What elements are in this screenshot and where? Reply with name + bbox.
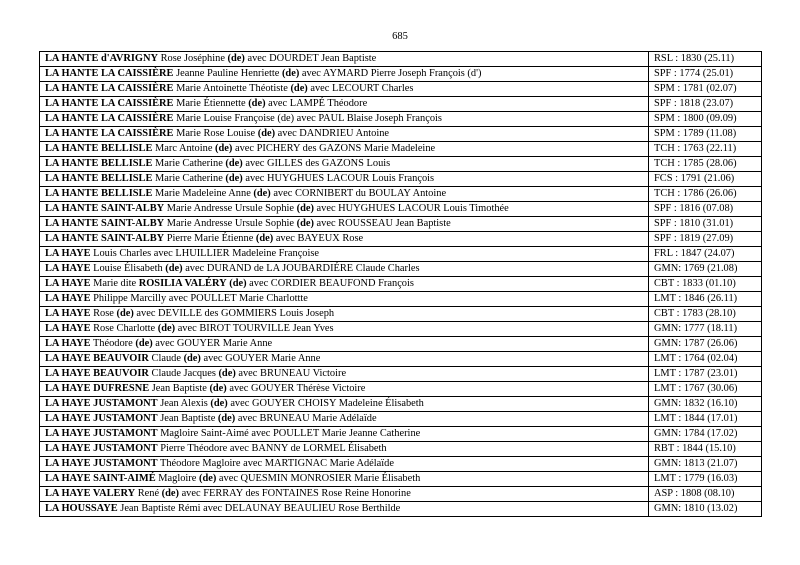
entry-cell bbox=[40, 367, 649, 382]
table-row bbox=[40, 442, 762, 457]
entry-text: avec GOUYER Thérèse Victoire bbox=[226, 383, 366, 394]
entry-text: avec DURAND de LA JOUBARDIÉRE Claude Charles bbox=[182, 263, 420, 274]
entry-text: Louise Élisabeth bbox=[90, 263, 166, 274]
entry-text: LA HANTE BELLISLE bbox=[45, 173, 153, 184]
entry-text: (de) bbox=[217, 413, 236, 424]
entry-text: LA HAYE JUSTAMONT bbox=[45, 458, 158, 469]
reference-cell: LMT : 1779 (16.03) bbox=[649, 472, 762, 487]
table-row bbox=[40, 262, 762, 277]
entry-text: LA HANTE SAINT-ALBY bbox=[45, 203, 165, 214]
entry-text: Marie Catherine bbox=[152, 158, 226, 169]
entry-text: LA HAYE BEAUVOIR bbox=[45, 353, 149, 364]
entry-cell bbox=[40, 487, 649, 502]
entry-text: Jean Baptiste Rémi avec DELAUNAY BEAULIEU Rose Berthilde bbox=[117, 503, 401, 514]
entry-cell bbox=[40, 322, 649, 337]
entry-text: Philippe Marcilly avec POULLET Marie Charlottte bbox=[90, 293, 308, 304]
entry-cell bbox=[40, 112, 649, 127]
entry-cell bbox=[40, 397, 649, 412]
reference-cell: SPM : 1800 (09.09) bbox=[649, 112, 762, 127]
entry-text: LA HAYE JUSTAMONT bbox=[45, 428, 158, 439]
entry-text: LA HAYE JUSTAMONT bbox=[45, 398, 158, 409]
page-number: 685 bbox=[392, 31, 408, 42]
entry-text: ROSILIA VALÉRY bbox=[138, 278, 227, 289]
entry-cell bbox=[40, 292, 649, 307]
table-row bbox=[40, 472, 762, 487]
entry-text: Marie Rose Louise bbox=[173, 128, 258, 139]
entry-text: avec ROUSSEAU Jean Baptiste bbox=[313, 218, 451, 229]
entry-text: (de) bbox=[135, 338, 153, 349]
table-row bbox=[40, 157, 762, 172]
reference-cell: TCH : 1786 (26.06) bbox=[649, 187, 762, 202]
entry-text: Rose Charlotte bbox=[90, 323, 158, 334]
entry-cell bbox=[40, 142, 649, 157]
entry-text: avec BRUNEAU Marie Adélaïde bbox=[235, 413, 377, 424]
entry-cell bbox=[40, 97, 649, 112]
reference-cell: TCH : 1763 (22.11) bbox=[649, 142, 762, 157]
entry-text: (de) bbox=[209, 383, 227, 394]
entry-text: LA HAYE JUSTAMONT bbox=[45, 413, 158, 424]
entry-text: avec GOUYER Marie Anne bbox=[152, 338, 273, 349]
reference-cell: GMN: 1813 (21.07) bbox=[649, 457, 762, 472]
entry-text: LA HAYE VALERY bbox=[45, 488, 136, 499]
table-row bbox=[40, 217, 762, 232]
table-row bbox=[40, 307, 762, 322]
entry-text: (de) bbox=[296, 203, 314, 214]
table-row bbox=[40, 412, 762, 427]
table-row bbox=[40, 97, 762, 112]
entry-text: (de) bbox=[290, 83, 308, 94]
table-row bbox=[40, 427, 762, 442]
entry-text: (de) bbox=[281, 68, 300, 79]
entry-text: (de) bbox=[210, 398, 228, 409]
entry-text: Jean Alexis bbox=[157, 398, 211, 409]
reference-cell: GMN: 1810 (13.02) bbox=[649, 502, 762, 517]
entry-cell bbox=[40, 472, 649, 487]
reference-cell: FCS : 1791 (21.06) bbox=[649, 172, 762, 187]
entry-text: (de) bbox=[157, 323, 176, 334]
table-row bbox=[40, 247, 762, 262]
reference-cell: LMT : 1787 (23.01) bbox=[649, 367, 762, 382]
entry-text: LA HANTE SAINT-ALBY bbox=[45, 218, 165, 229]
entry-text: avec CORDIER BEAUFOND François bbox=[246, 278, 414, 289]
reference-cell: CBT : 1783 (28.10) bbox=[649, 307, 762, 322]
reference-cell: GMN: 1769 (21.08) bbox=[649, 262, 762, 277]
entry-text: avec BRUNEAU Victoire bbox=[235, 368, 347, 379]
entry-text: LA HANTE LA CAISSIÈRE bbox=[45, 98, 174, 109]
entry-text: Marie Louise Françoise (de) avec PAUL Blaise Joseph François bbox=[173, 113, 442, 124]
reference-cell: FRL : 1847 (24.07) bbox=[649, 247, 762, 262]
entry-cell bbox=[40, 232, 649, 247]
reference-cell: ASP : 1808 (08.10) bbox=[649, 487, 762, 502]
table-row bbox=[40, 127, 762, 142]
table-row bbox=[40, 337, 762, 352]
entry-text: avec GILLES des GAZONS Louis bbox=[242, 158, 391, 169]
entry-text: LA HAYE DUFRESNE bbox=[45, 383, 150, 394]
entry-cell bbox=[40, 442, 649, 457]
entry-text: avec LAMPÉ Théodore bbox=[265, 98, 368, 109]
entry-text: (de) bbox=[225, 173, 243, 184]
entry-cell bbox=[40, 67, 649, 82]
entry-cell bbox=[40, 502, 649, 517]
entry-cell bbox=[40, 172, 649, 187]
entry-cell bbox=[40, 82, 649, 97]
entry-text: avec DOURDET Jean Baptiste bbox=[244, 53, 377, 64]
entry-cell bbox=[40, 412, 649, 427]
table-row bbox=[40, 112, 762, 127]
entry-text: avec DANDRIEU Antoine bbox=[275, 128, 390, 139]
entry-text: Marie dite bbox=[90, 278, 139, 289]
entry-text: Marie Étiennette bbox=[173, 98, 249, 109]
table-row bbox=[40, 397, 762, 412]
entry-text: avec HUYGHUES LACOUR Louis Timothée bbox=[313, 203, 509, 214]
entry-text: LA HANTE LA CAISSIÈRE bbox=[45, 113, 174, 124]
entry-text: Magloire bbox=[155, 473, 199, 484]
table-row bbox=[40, 457, 762, 472]
marriage-register-table bbox=[39, 51, 762, 517]
entry-text: avec LECOURT Charles bbox=[307, 83, 414, 94]
entry-cell bbox=[40, 187, 649, 202]
entry-text: avec AYMARD Pierre Joseph François (d') bbox=[299, 68, 482, 79]
entry-text: Rose bbox=[90, 308, 117, 319]
entry-text: Pierre Marie Étienne bbox=[164, 233, 256, 244]
entry-text: LA HAYE bbox=[45, 323, 91, 334]
entry-cell bbox=[40, 457, 649, 472]
entry-cell bbox=[40, 382, 649, 397]
entry-text: LA HANTE BELLISLE bbox=[45, 188, 153, 199]
entry-text: Claude bbox=[148, 353, 184, 364]
reference-cell: RSL : 1830 (25.11) bbox=[649, 52, 762, 67]
entry-text: LA HAYE bbox=[45, 308, 91, 319]
reference-cell: GMN: 1784 (17.02) bbox=[649, 427, 762, 442]
entry-text: avec HUYGHUES LACOUR Louis François bbox=[242, 173, 435, 184]
reference-cell: LMT : 1764 (02.04) bbox=[649, 352, 762, 367]
entry-text: LA HAYE BEAUVOIR bbox=[45, 368, 149, 379]
entry-text: LA HANTE d'AVRIGNY bbox=[45, 53, 158, 64]
entry-text: Rose Joséphine bbox=[157, 53, 228, 64]
reference-cell: LMT : 1767 (30.06) bbox=[649, 382, 762, 397]
entry-text: (de) bbox=[296, 218, 314, 229]
entry-cell bbox=[40, 277, 649, 292]
entry-text: avec GOUYER CHOISY Madeleine Élisabeth bbox=[227, 398, 424, 409]
entry-cell bbox=[40, 247, 649, 262]
table-row bbox=[40, 172, 762, 187]
entry-text: (de) bbox=[161, 488, 179, 499]
entry-text: Magloire Saint-Aimé avec POULLET Marie Jeanne Catherine bbox=[157, 428, 421, 439]
entry-text: (de) bbox=[218, 368, 236, 379]
entry-text: LA HAYE SAINT-AIMÉ bbox=[45, 473, 156, 484]
entry-text: (de) bbox=[229, 278, 247, 289]
reference-cell: RBT : 1844 (15.10) bbox=[649, 442, 762, 457]
entry-text: René bbox=[135, 488, 162, 499]
entry-text: Marie Andresse Ursule Sophie bbox=[164, 218, 297, 229]
table-row bbox=[40, 352, 762, 367]
reference-cell: LMT : 1844 (17.01) bbox=[649, 412, 762, 427]
table-row bbox=[40, 292, 762, 307]
entry-text: LA HANTE BELLISLE bbox=[45, 158, 153, 169]
reference-cell: GMN: 1832 (16.10) bbox=[649, 397, 762, 412]
entry-text: LA HAYE JUSTAMONT bbox=[45, 443, 158, 454]
table-row bbox=[40, 82, 762, 97]
entry-text: (de) bbox=[225, 158, 243, 169]
entry-text: (de) bbox=[253, 188, 271, 199]
entry-text: Marie Madeleine Anne bbox=[152, 188, 254, 199]
table-row bbox=[40, 52, 762, 67]
entry-text: (de) bbox=[215, 143, 233, 154]
reference-cell: SPF : 1810 (31.01) bbox=[649, 217, 762, 232]
table-row bbox=[40, 202, 762, 217]
entry-text: LA HANTE LA CAISSIÈRE bbox=[45, 83, 174, 94]
reference-cell: GMN: 1787 (26.06) bbox=[649, 337, 762, 352]
entry-cell bbox=[40, 52, 649, 67]
entry-text: Jean Baptiste bbox=[149, 383, 210, 394]
entry-text: (de) bbox=[248, 98, 266, 109]
entry-text: LA HANTE LA CAISSIÈRE bbox=[45, 68, 174, 79]
table-row bbox=[40, 502, 762, 517]
entry-cell bbox=[40, 262, 649, 277]
entry-text: Pierre Théodore avec BANNY de LORMEL Élisabeth bbox=[157, 443, 387, 454]
entry-text: avec PICHERY des GAZONS Marie Madeleine bbox=[232, 143, 436, 154]
entry-text: LA HANTE BELLISLE bbox=[45, 143, 153, 154]
entry-text: avec CORNIBERT du BOULAY Antoine bbox=[270, 188, 447, 199]
entry-text: LA HAYE bbox=[45, 263, 91, 274]
reference-cell: SPF : 1774 (25.01) bbox=[649, 67, 762, 82]
table-row bbox=[40, 487, 762, 502]
entry-text: (de) bbox=[257, 128, 276, 139]
entry-text: LA HAYE bbox=[45, 248, 91, 259]
entry-cell bbox=[40, 127, 649, 142]
table-row bbox=[40, 187, 762, 202]
reference-cell: SPF : 1816 (07.08) bbox=[649, 202, 762, 217]
reference-cell: CBT : 1833 (01.10) bbox=[649, 277, 762, 292]
entry-text: LA HANTE LA CAISSIÈRE bbox=[45, 128, 174, 139]
entry-text: Jean Baptiste bbox=[157, 413, 218, 424]
reference-cell: SPM : 1781 (02.07) bbox=[649, 82, 762, 97]
entry-text: LA HOUSSAYE bbox=[45, 503, 118, 514]
entry-cell bbox=[40, 337, 649, 352]
table-row bbox=[40, 322, 762, 337]
entry-text: (de) bbox=[183, 353, 201, 364]
entry-cell bbox=[40, 202, 649, 217]
entry-text: avec QUESMIN MONROSIER Marie Élisabeth bbox=[216, 473, 421, 484]
entry-text: avec DEVILLE des GOMMIERS Louis Joseph bbox=[133, 308, 335, 319]
entry-text: (de) bbox=[198, 473, 217, 484]
table-row bbox=[40, 232, 762, 247]
reference-cell: TCH : 1785 (28.06) bbox=[649, 157, 762, 172]
reference-cell: SPF : 1818 (23.07) bbox=[649, 97, 762, 112]
entry-text: LA HAYE bbox=[45, 338, 91, 349]
entry-cell bbox=[40, 157, 649, 172]
reference-cell: LMT : 1846 (26.11) bbox=[649, 292, 762, 307]
entry-cell bbox=[40, 307, 649, 322]
entry-text: (de) bbox=[116, 308, 134, 319]
entry-text: Marie Andresse Ursule Sophie bbox=[164, 203, 297, 214]
table-row bbox=[40, 382, 762, 397]
table-body bbox=[40, 52, 762, 517]
entry-text: Marc Antoine bbox=[152, 143, 216, 154]
reference-cell: SPM : 1789 (11.08) bbox=[649, 127, 762, 142]
entry-text: Claude Jacques bbox=[148, 368, 219, 379]
entry-text: (de) bbox=[165, 263, 183, 274]
entry-text: LA HANTE SAINT-ALBY bbox=[45, 233, 165, 244]
table-row bbox=[40, 367, 762, 382]
table-row bbox=[40, 142, 762, 157]
entry-text: avec GOUYER Marie Anne bbox=[200, 353, 321, 364]
entry-text: avec BIROT TOURVILLE Jean Yves bbox=[175, 323, 334, 334]
entry-cell bbox=[40, 427, 649, 442]
entry-text: Louis Charles avec LHUILLIER Madeleine Françoise bbox=[90, 248, 320, 259]
entry-text: Théodore Magloire avec MARTIGNAC Marie Adélaïde bbox=[157, 458, 394, 469]
entry-text: (de) bbox=[227, 53, 245, 64]
entry-text: Théodore bbox=[90, 338, 136, 349]
entry-text: Marie Catherine bbox=[152, 173, 226, 184]
entry-text: avec BAYEUX Rose bbox=[273, 233, 364, 244]
entry-text: LA HAYE bbox=[45, 278, 91, 289]
entry-text: LA HAYE bbox=[45, 293, 91, 304]
entry-text: Jeanne Pauline Henriette bbox=[173, 68, 282, 79]
entry-text: (de) bbox=[255, 233, 274, 244]
table-row bbox=[40, 67, 762, 82]
entry-text: Marie Antoinette Théotiste bbox=[173, 83, 291, 94]
entry-cell bbox=[40, 352, 649, 367]
table-row bbox=[40, 277, 762, 292]
entry-cell bbox=[40, 217, 649, 232]
reference-cell: GMN: 1777 (18.11) bbox=[649, 322, 762, 337]
entry-text: avec FERRAY des FONTAINES Rose Reine Honorine bbox=[178, 488, 411, 499]
reference-cell: SPF : 1819 (27.09) bbox=[649, 232, 762, 247]
